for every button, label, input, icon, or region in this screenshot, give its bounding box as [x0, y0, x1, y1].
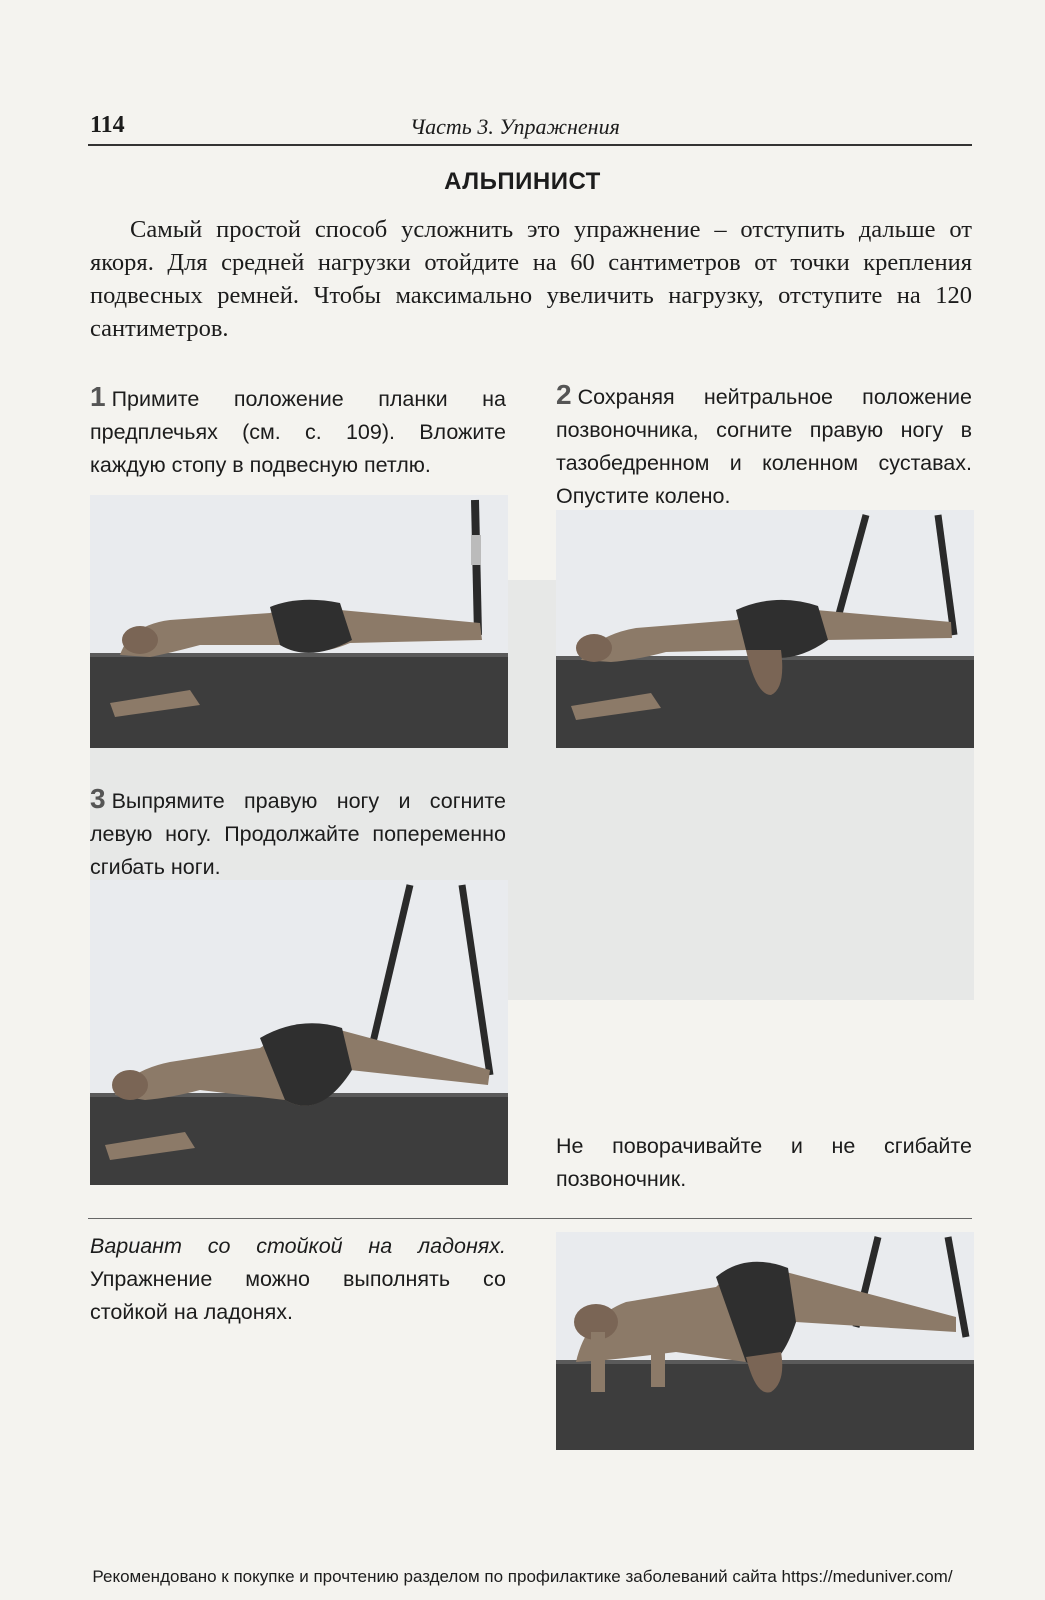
step-number: 2: [556, 379, 572, 410]
step-text: Сохраняя нейтральное положение позвоночника, согните правую ногу в тазобедренном и коленном суставах. Опустите колено.: [556, 385, 972, 508]
step-3: [90, 782, 506, 884]
step-number: 1: [90, 381, 106, 412]
caution-note: Не поворачивайте и не сгибайте позвоночник.: [556, 1134, 972, 1191]
intro-paragraph: Самый простой способ усложнить это упражнение – отступить дальше от якоря. Для средней нагрузки отойдите на 60 сантиметров от точки крепления подвесных ремней. Чтобы максимально увеличить нагрузку, отступите на 120 сантиметров.: [90, 216, 972, 342]
footer-note: Рекомендовано к покупке и прочтению разделом по профилактике заболеваний сайта https://meduniver.com/: [92, 1567, 953, 1586]
page-number: 114: [90, 112, 125, 138]
step-number: 3: [90, 783, 106, 814]
step-text: Примите положение планки на предплечьях (см. с. 109). Вложите каждую стопу в подвесную петлю.: [90, 387, 506, 477]
step-1: [90, 380, 506, 482]
photo-step-2: [556, 510, 974, 748]
photo-step-1: [90, 495, 508, 748]
step-2: [556, 378, 972, 513]
section-rule: [88, 1218, 972, 1219]
variant-body: Упражнение можно выполнять со стойкой на ладонях.: [90, 1267, 506, 1324]
photo-variant: [556, 1232, 974, 1450]
header-rule: [88, 144, 972, 146]
step-text: Выпрямите правую ногу и согните левую ногу. Продолжайте попеременно сгибать ноги.: [90, 789, 506, 879]
exercise-title: АЛЬПИНИСТ: [444, 168, 601, 195]
variant-label: Вариант со стойкой на ладонях.: [90, 1234, 506, 1258]
photo-step-3: [90, 880, 508, 1185]
variant-text: [90, 1230, 506, 1329]
running-title: Часть 3. Упражнения: [410, 114, 620, 139]
